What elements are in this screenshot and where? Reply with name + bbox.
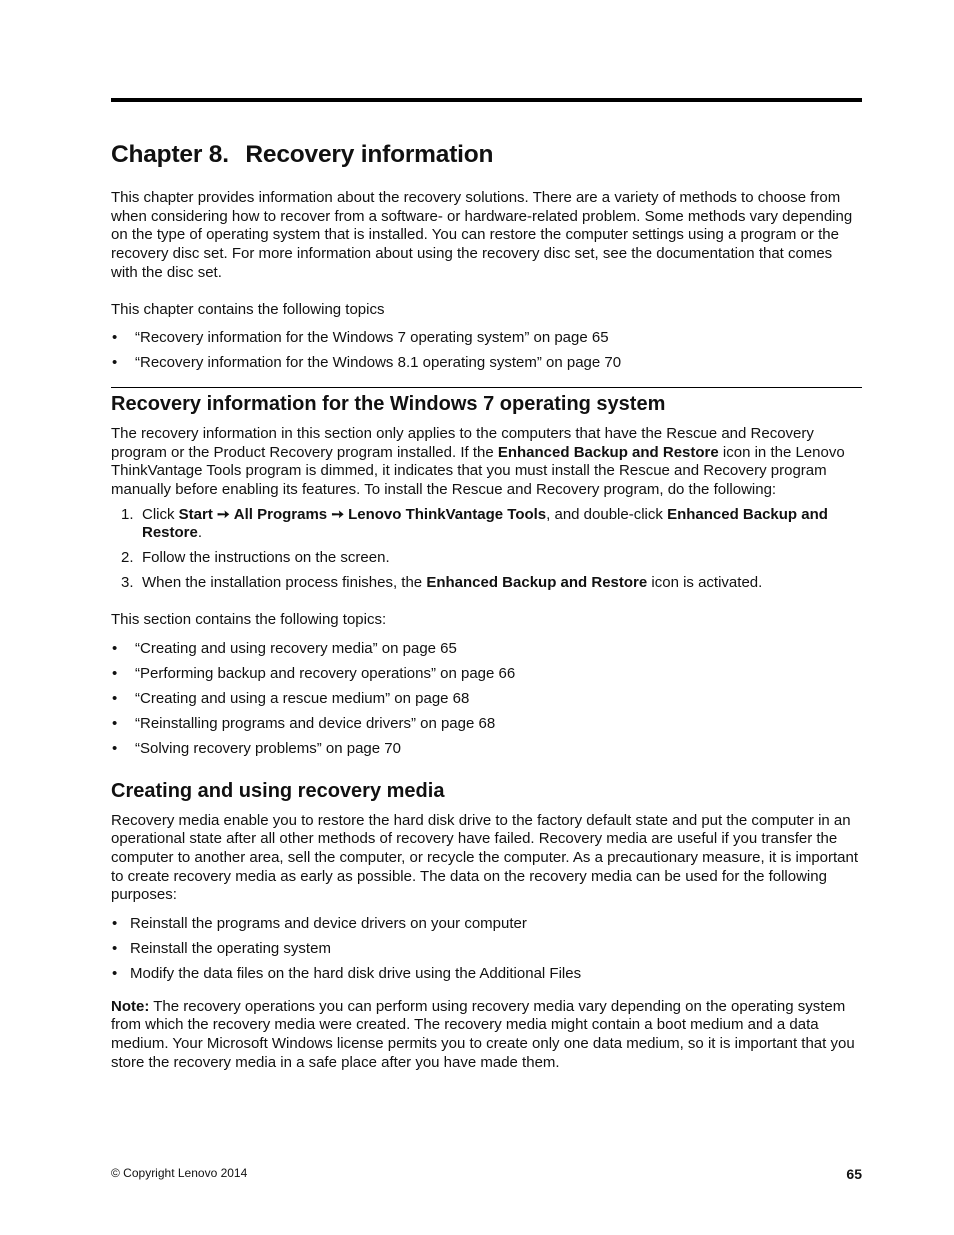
topic-link[interactable]: “Performing backup and recovery operations” on page 66 bbox=[135, 664, 516, 682]
bullet: • bbox=[112, 664, 118, 682]
step-text: When the installation process finishes, the bbox=[142, 574, 427, 592]
section-topics-lead: This section contains the following topics: bbox=[111, 611, 387, 629]
purpose-text: Reinstall the operating system bbox=[130, 940, 331, 958]
step-all-programs: All Programs bbox=[233, 505, 328, 523]
chapter-title: Recovery information bbox=[245, 141, 494, 168]
section-topics-list bbox=[111, 640, 862, 759]
subsection-paragraph: Recovery media enable you to restore the hard disk drive to the factory default state and put the computer in an operational state after all other methods of recovery have failed. Recovery media are useful if you transfer the computer to another area, sell the computer, or recycle the computer. As a precautionary measure, it is important to create recovery media as early as possible. The data on the recovery media can be used for the following purposes: bbox=[111, 811, 859, 904]
note-text: The recovery operations you can perform using recovery media vary depending on the operating system from which the recovery media were created. The recovery media might contain a boot medium and a data medium. Your Microsoft Windows license permits you to create only one data medium, so it is important that you store the recovery media in a safe place after you have made them. bbox=[111, 997, 855, 1071]
step-number: 3. bbox=[121, 574, 134, 592]
list-item bbox=[111, 915, 862, 934]
footer-page-number: 65 bbox=[846, 1166, 862, 1182]
step-text: Follow the instructions on the screen. bbox=[142, 549, 390, 567]
topic-link[interactable]: “Recovery information for the Windows 7 operating system” on page 65 bbox=[135, 329, 609, 347]
topic-link[interactable]: “Reinstalling programs and device drivers” on page 68 bbox=[135, 714, 496, 732]
bullet: • bbox=[112, 940, 118, 958]
note-paragraph bbox=[111, 998, 862, 1073]
footer-copyright: © Copyright Lenovo 2014 bbox=[111, 1166, 248, 1180]
step-text: icon is activated. bbox=[647, 574, 763, 592]
step-1 bbox=[111, 506, 862, 543]
chapter-topics-list bbox=[111, 329, 862, 373]
step-target: Enhanced Backup and Restore bbox=[142, 505, 828, 542]
step-bold: Enhanced Backup and Restore bbox=[426, 574, 648, 592]
section-para-bold: Enhanced Backup and Restore bbox=[497, 443, 719, 461]
document-page bbox=[111, 98, 862, 1073]
step-text: Click bbox=[142, 505, 179, 523]
section-para-text-2: icon in the Lenovo ThinkVantage Tools program is dimmed, it indicates that you must install the Rescue and Recovery program manually before enabling its features. To install the Rescue and Recovery program, do the following: bbox=[111, 443, 845, 499]
bullet: • bbox=[112, 354, 118, 372]
step-tools: Lenovo ThinkVantage Tools bbox=[348, 505, 547, 523]
section-rule bbox=[111, 387, 862, 388]
intro-paragraph: This chapter provides information about the recovery solutions. There are a variety of methods to choose from when considering how to recover from a software- or hardware-related problem. Some methods vary depending on the type of operating system that is installed. You can restore the computer settings using a program or the recovery disc set. For more information about using the recovery disc set, see the documentation that comes with the disc set. bbox=[111, 189, 853, 281]
bullet: • bbox=[112, 739, 118, 757]
topic-link[interactable]: “Creating and using a rescue medium” on page 68 bbox=[135, 689, 470, 707]
chapter-topics-lead: This chapter contains the following topics bbox=[111, 300, 385, 318]
note-label: Note: bbox=[111, 997, 150, 1015]
list-item[interactable] bbox=[111, 329, 862, 348]
arrow-right-icon: ➙ bbox=[331, 505, 344, 523]
list-item bbox=[111, 965, 862, 984]
chapter-top-rule bbox=[111, 98, 862, 102]
section-paragraph bbox=[111, 425, 862, 500]
list-item[interactable] bbox=[111, 715, 862, 734]
section-para-text: The recovery information in this section only applies to the computers that have the Rescue and Recovery program or the Product Recovery program installed. If the bbox=[111, 424, 814, 461]
topic-link[interactable]: “Recovery information for the Windows 8.1 operating system” on page 70 bbox=[135, 354, 622, 372]
section-title: Recovery information for the Windows 7 operating system bbox=[111, 392, 666, 415]
bullet: • bbox=[112, 639, 118, 657]
list-item[interactable] bbox=[111, 740, 862, 759]
list-item[interactable] bbox=[111, 640, 862, 659]
purpose-text: Modify the data files on the hard disk drive using the Additional Files bbox=[130, 965, 582, 983]
step-number: 2. bbox=[121, 549, 134, 567]
purpose-text: Reinstall the programs and device drivers on your computer bbox=[130, 915, 527, 933]
bullet: • bbox=[112, 965, 118, 983]
install-steps bbox=[111, 506, 862, 593]
step-3 bbox=[111, 574, 862, 593]
purposes-list bbox=[111, 915, 862, 984]
chapter-number: Chapter 8. bbox=[111, 141, 229, 168]
arrow-right-icon: ➙ bbox=[217, 505, 230, 523]
list-item[interactable] bbox=[111, 690, 862, 709]
bullet: • bbox=[112, 329, 118, 347]
bullet: • bbox=[112, 689, 118, 707]
list-item[interactable] bbox=[111, 665, 862, 684]
step-2 bbox=[111, 549, 862, 568]
subsection-title: Creating and using recovery media bbox=[111, 779, 445, 802]
bullet: • bbox=[112, 714, 118, 732]
step-start: Start bbox=[178, 505, 213, 523]
bullet: • bbox=[112, 915, 118, 933]
step-text: , and double-click bbox=[546, 505, 668, 523]
list-item[interactable] bbox=[111, 354, 862, 373]
step-text: . bbox=[197, 524, 203, 542]
list-item bbox=[111, 940, 862, 959]
topic-link[interactable]: “Creating and using recovery media” on page 65 bbox=[135, 639, 457, 657]
chapter-heading bbox=[111, 140, 862, 170]
step-number: 1. bbox=[121, 505, 134, 523]
topic-link[interactable]: “Solving recovery problems” on page 70 bbox=[135, 739, 401, 757]
